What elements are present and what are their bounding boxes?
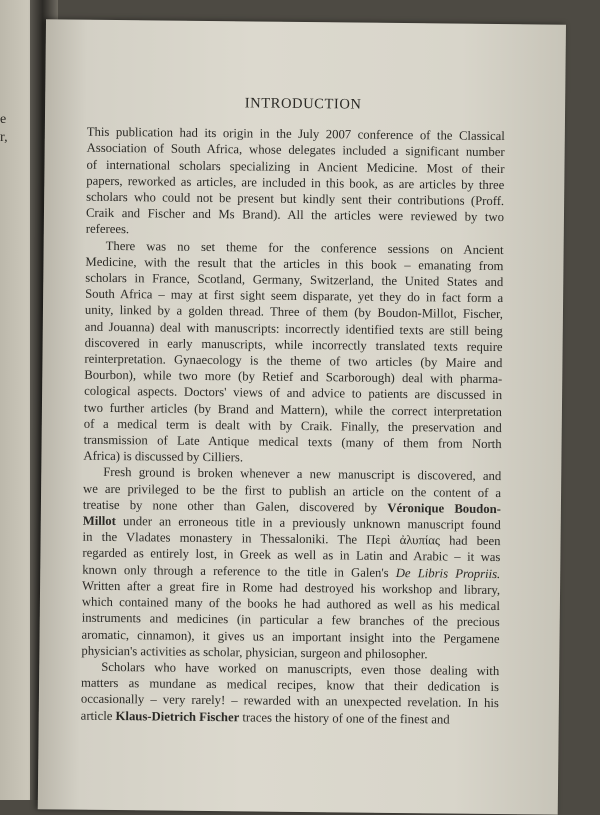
page-content — [81, 94, 506, 728]
text-line: South Africa – may at first sight seem disparate, yet they do in fact form a — [85, 286, 504, 306]
text-line: reinterpretation. Gynaecology is the theme of two articles (by Maire and — [84, 351, 503, 371]
text-line: scholars who could not be present but kindly sent their contributions (Proff. — [86, 189, 505, 209]
text-line: Medicine, with the result that the articles in this book – emanating from — [85, 254, 504, 273]
text-line: Written after a great fire in Rome had destroyed his workshop and library, — [82, 578, 501, 597]
text-line: physician's activities as scholar, physician, surgeon and philosopher. — [81, 643, 428, 662]
left-page-fragment: r, — [0, 130, 8, 145]
text-line: discovered in early manuscripts, while incorrectly translated texts require — [84, 335, 503, 354]
text-line: Association of South Africa, whose delegates included a significant number — [86, 141, 505, 160]
text-line: matters as mundane as medical recipes, know that their dedication is — [80, 675, 500, 695]
text-line: scholars in France, Scotland, Germany, Switzerland, the United States and — [85, 270, 504, 290]
text-line: regarded as entirely lost, in Greek as well as in Latin and Arabic – it was — [82, 546, 501, 565]
paragraph — [86, 124, 505, 242]
author-name: Klaus-Dietrich Fischer — [115, 708, 240, 724]
author-name: Millot — [82, 513, 116, 529]
text-line: article Klaus-Dietrich Fischer traces the history of one of the finest and — [80, 708, 450, 727]
text-line: There was no set theme for the conference sessions on Ancient — [105, 238, 504, 257]
text-line: instruments and medicines (in particular a few branches of the precious — [81, 610, 500, 630]
paragraph — [83, 237, 503, 468]
left-page-fragment: e — [0, 112, 7, 127]
text-line: two further articles (by Brand and Mattern), while the correct interpretation — [83, 400, 503, 419]
text-line: This publication had its origin in the July 2007 conference of the Classical — [86, 124, 505, 144]
text-line: Fresh ground is broken whenever a new manuscript is discovered, and — [103, 465, 502, 484]
text-line: occasionally – very rarely! – rewarded with an unexpected revelation. In his — [80, 691, 499, 711]
text-line: transmission of Late Antique medical texts (many of them from North — [83, 432, 502, 452]
text-line: known only through a reference to the title in Galen's De Libris Propriis. — [82, 562, 501, 581]
paragraph — [81, 659, 500, 728]
text-line: and Jouanna) deal with manuscripts: incorrectly identified texts are still being — [84, 319, 503, 338]
text-line: aromatic, cinnamon), it gives us an important insight into the Pergamene — [81, 627, 500, 646]
text-line: Scholars who have worked on manuscripts, even those dealing with — [101, 659, 500, 678]
author-name: Véronique Boudon- — [387, 500, 501, 516]
text-line: Africa) is discussed by Cilliers. — [83, 448, 244, 465]
text-line: in the Vladates monastery in Thessaloniki. The Περὶ ἀλυπίας had been — [82, 529, 501, 549]
text-line: we are privileged to be the first to publish an article on the content of a — [83, 481, 502, 500]
text-line: cological aspects. Doctors' views of and advice to patients are discussed in — [84, 384, 503, 403]
text-line: Millot under an erroneous title in a previously unknown manuscript found — [82, 513, 501, 533]
book-title: De Libris Propriis. — [395, 565, 501, 581]
text-line: Craik and Fischer and Ms Brand). All the articles were reviewed by two — [85, 205, 505, 225]
text-line: treatise by none other than Galen, discovered by Véronique Boudon- — [82, 497, 501, 516]
body-text — [81, 124, 505, 728]
text-line: Bourbon), while two more (by Retief and Scarborough) deal with pharma- — [84, 367, 503, 387]
text-line: of international scholars specializing in Ancient Medicine. Most of their — [86, 157, 505, 176]
paragraph — [81, 464, 501, 663]
text-line: papers, reworked as articles, are included in this book, as are articles by three — [86, 173, 505, 192]
text-line: which contained many of the books he had authored as well as his medical — [81, 594, 500, 614]
text-line: referees. — [85, 222, 130, 237]
page-title: INTRODUCTION — [244, 95, 362, 113]
text-line: of a medical term is dealt with by Craik. Finally, the preservation and — [83, 416, 502, 435]
text-line: unity, linked by a golden thread. Three of them (by Boudon-Millot, Fischer, — [84, 303, 504, 322]
book-page — [38, 19, 566, 814]
